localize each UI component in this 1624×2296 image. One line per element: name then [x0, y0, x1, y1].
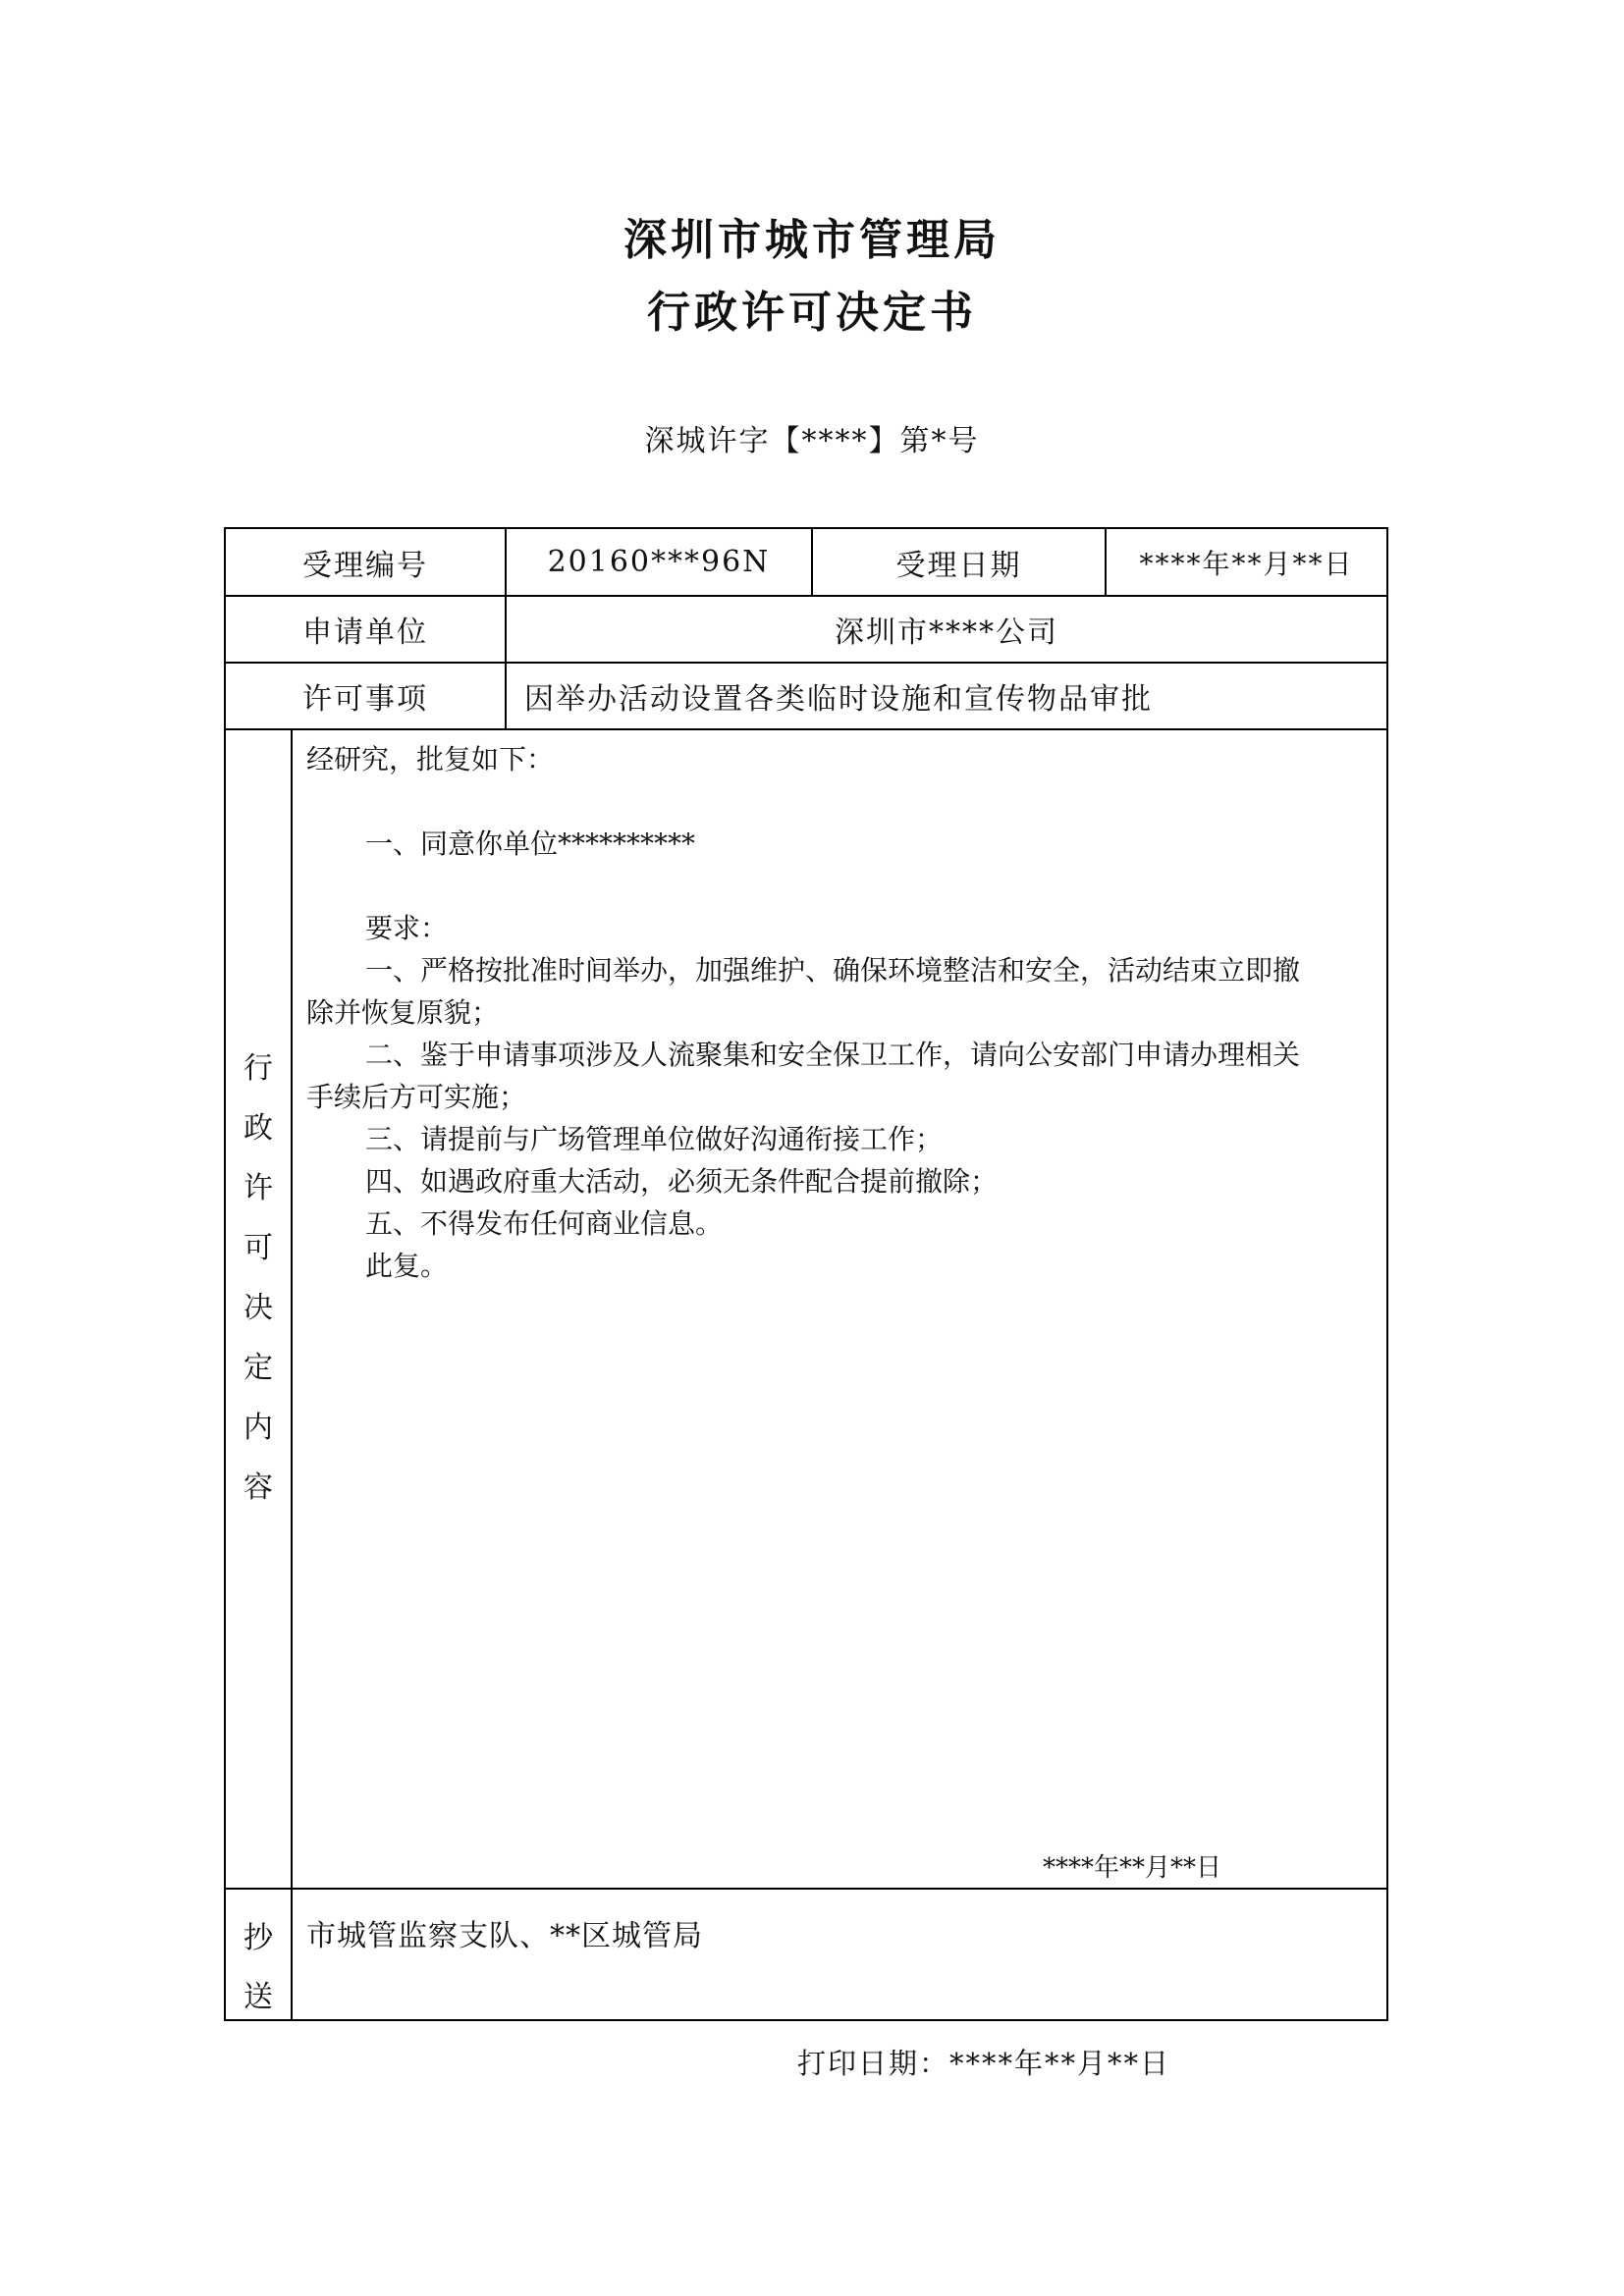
table-rule	[291, 728, 293, 2021]
requirement-line: 手续后方可实施；	[306, 1081, 527, 1113]
permit-item-value: 因举办活动设置各类临时设施和宣传物品审批	[524, 682, 1153, 717]
requirement-line: 除并恢复原貌；	[306, 996, 500, 1029]
applicant-value: 深圳市****公司	[835, 615, 1058, 650]
cc-label-char: 送	[244, 1980, 273, 2014]
decision-label-char: 政	[244, 1111, 273, 1146]
cc-label-char: 抄	[244, 1921, 273, 1955]
requirement-line: 二、鉴于申请事项涉及人流聚集和安全保卫工作，请向公安部门申请办理相关	[365, 1039, 1301, 1071]
requirement-line: 三、请提前与广场管理单位做好沟通衔接工作；	[365, 1123, 944, 1155]
decision-label-char: 定	[244, 1351, 273, 1385]
permit-item-label: 许可事项	[302, 682, 428, 717]
decision-label-char: 可	[244, 1231, 273, 1265]
decision-closing: 此复。	[365, 1250, 449, 1282]
decision-label-char: 决	[244, 1291, 273, 1325]
requirement-line: 四、如遇政府重大活动，必须无条件配合提前撤除；	[365, 1165, 999, 1198]
accept-date-value: ****年**月**日	[1139, 547, 1354, 580]
decision-content	[306, 738, 1377, 1287]
requirement-line: 五、不得发布任何商业信息。	[365, 1207, 724, 1240]
decision-item: 一、同意你单位**********	[365, 828, 696, 860]
decision-opening: 经研究，批复如下：	[306, 743, 555, 775]
document-subtitle: 行政许可决定书	[647, 288, 977, 338]
document-title: 深圳市城市管理局	[623, 215, 1001, 265]
decision-label-char: 容	[244, 1470, 273, 1505]
decision-content-label	[228, 1039, 289, 1518]
cc-label	[228, 1909, 289, 2027]
accept-no-label: 受理编号	[302, 548, 428, 583]
table-rule	[224, 728, 1388, 730]
decision-label-char: 行	[244, 1051, 273, 1086]
decision-label-char: 许	[244, 1171, 273, 1205]
requirement-line: 一、严格按批准时间举办，加强维护、确保环境整洁和安全，活动结束立即撤	[365, 954, 1301, 987]
print-date: 打印日期：****年**月**日	[797, 2047, 1171, 2080]
accept-no-value: 20160***96N	[547, 545, 771, 579]
document-number: 深城许字【****】第*号	[644, 424, 980, 458]
accept-date-label: 受理日期	[895, 548, 1022, 583]
applicant-label: 申请单位	[302, 615, 428, 650]
decision-label-char: 内	[244, 1411, 273, 1445]
table-rule	[224, 1888, 1388, 1890]
decision-date: ****年**月**日	[1043, 1853, 1222, 1883]
requirements-title: 要求：	[365, 912, 449, 944]
cc-recipients: 市城管监察支队、**区城管局	[306, 1919, 703, 1953]
